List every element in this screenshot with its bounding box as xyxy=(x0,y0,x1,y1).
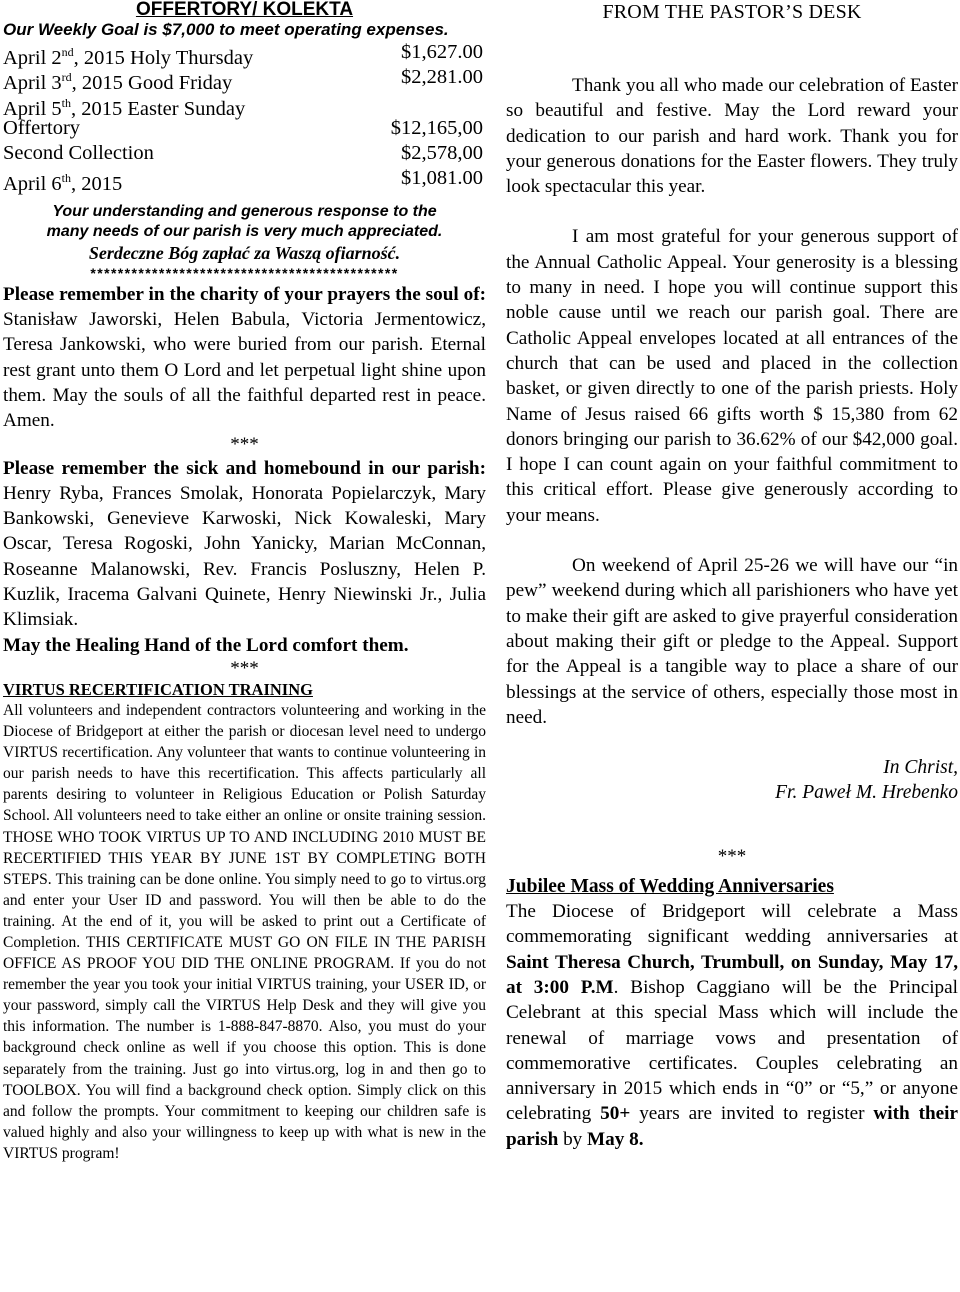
offertory-amount: $1,627.00 xyxy=(401,41,483,63)
offertory-row xyxy=(3,141,486,166)
offertory-amount: $12,165,00 xyxy=(390,116,483,139)
offertory-amount: $1,081.00 xyxy=(401,167,483,190)
left-column xyxy=(3,0,486,1164)
star-divider: ********************************************* xyxy=(90,264,399,281)
pastor-signature: Fr. Paweł M. Hrebenko xyxy=(775,782,958,804)
offertory-label: April 6th, 2015 xyxy=(3,171,123,196)
offertory-goal: Our Weekly Goal is $7,000 to meet operating expenses. xyxy=(3,20,449,39)
offertory-row xyxy=(3,116,486,141)
prayers-paragraph: Please remember in the charity of your prayers the soul of: Stanisław Jaworski, Helen Babula, Victoria Jermentowicz, Teresa Jankowski, who were buried from our parish. Eternal rest grant unto them O Lord and let perpetual light shine upon them. May the souls of all the faithful departed rest in peace. Amen. xyxy=(3,283,486,432)
offertory-label: Second Collection xyxy=(3,142,154,165)
offertory-thanks: Your understanding and generous response to the many needs of our parish is very much appreciated. xyxy=(46,202,443,240)
pastor-paragraph-in-pew: On weekend of April 25-26 we will have our “in pew” weekend during which all parishioners who have yet to make their gift are asked to give prayerful consideration about making their gift or pledge to the Appeal. Support for the Appeal is a tangible way to place a share of our blessings at the service of others, especially those most in need. xyxy=(506,555,958,728)
offertory-amount: $2,281.00 xyxy=(401,66,483,89)
pastor-heading: FROM THE PASTOR’S DESK xyxy=(602,1,862,23)
offertory-table xyxy=(3,40,486,196)
right-column xyxy=(506,0,958,1152)
jubilee-paragraph: The Diocese of Bridgeport will celebrate a Mass commemorating significant wedding anniversaries at Saint Theresa Church, Trumbull, on Sunday, May 17, at 3:00 P.M. Bishop Caggiano will be the Principal Celebrant at this special Mass which will include the renewal of marriage vows and presentation of commemorative certificates. Couples celebrating an anniversary in 2015 which ends in “0” or “5,” or anyone celebrating 50+ years are invited to register with their parish by May 8. xyxy=(506,901,959,1150)
offertory-row xyxy=(3,40,486,69)
sick-paragraph: Please remember the sick and homebound in our parish: Henry Ryba, Frances Smolak, Honorata Popielarczyk, Mary Bankowski, Genevieve Karwoski, Nick Kowaleski, Mary Oscar, Teresa Rogoski, John Yanicky, Marian McConnan, Roseanne Malanowski, Rev. Francis Posluszny, Helen P. Kuzlik, Iracema Galvani Quinete, Henry Niewinski Jr., Julia Klimsiak. May the Healing Hand of the Lord comfort them. xyxy=(3,457,486,656)
section-separator: *** xyxy=(230,657,259,679)
offertory-row xyxy=(3,65,486,95)
offertory-label: April 5th, 2015 Easter Sunday xyxy=(3,95,246,120)
offertory-label: April 2nd, 2015 Holy Thursday xyxy=(3,45,254,69)
jubilee-title: Jubilee Mass of Wedding Anniversaries xyxy=(506,875,834,897)
pastor-closing: In Christ, xyxy=(883,757,958,779)
offertory-label: April 3rd, 2015 Good Friday xyxy=(3,70,233,95)
offertory-row xyxy=(3,166,486,196)
section-separator: *** xyxy=(230,433,259,455)
pastor-paragraph-easter: Thank you all who made our celebration of Easter so beautiful and festive. May the Lord reward your dedication to our parish and hard work. Thank you for your generous donations for the Easter flowers. They truly look spectacular this year. xyxy=(506,75,958,198)
virtus-title: VIRTUS RECERTIFICATION TRAINING xyxy=(3,679,313,699)
virtus-body: All volunteers and independent contractors volunteering and working in the Diocese of Bridgeport at either the parish or diocesan level need to undergo VIRTUS recertification. Any volunteer that wants to continue volunteering in our parish needs to have this recertification. This affects particularly all parents desiring to volunteer in Religious Education or Polish Saturday School. All volunteers need to take either an online or onsite training session. THOSE WHO TOOK VIRTUS UP TO AND INCLUDING 2010 MUST BE RECERTIFIED THIS YEAR BY JUNE 1ST BY COMPLETING BOTH STEPS. This training can be done online. You simply need to go to virtus.org and enter your User ID and password. You will then be able to do the training. At the end of it, you will be asked to print out a Certificate of Completion. THIS CERTIFICATE MUST GO ON FILE IN THE PARISH OFFICE AS PROOF YOU DID THE ONLINE PROGRAM. If you do not remember the year you took your initial VIRTUS training, your USER ID, or your password, simply call the VIRTUS Help Desk and they will give you this information. The number is 1-888-847-8870. Also, you must do your background check online as well if you choose this option. This is done separately from the training. Just go into virtus.org, log in and then go to TOOLBOX. You will find a background check option. Simply click on this and follow the prompts. Your commitment to keeping our children safe is valued highly and also your willingness to keep up with what is new in the VIRTUS program! xyxy=(3,701,486,1162)
offertory-title: OFFERTORY/ KOLEKTA xyxy=(135,0,354,20)
offertory-amount: $2,578,00 xyxy=(401,142,483,165)
offertory-polish-thanks: Serdeczne Bóg zapłać za Waszą ofiarność. xyxy=(88,242,401,263)
offertory-label: Offertory xyxy=(3,116,81,139)
pastor-paragraph-appeal: I am most grateful for your generous support of the Annual Catholic Appeal. Your generosity is a blessing to many in need. I hope you will continue support this noble cause until we reach our parish goal. There are Catholic Appeal envelopes located at all entrances of the church that can be used and placed in the collection basket, or given directly to one of the parish priests. Holy Name of Jesus raised 66 gifts worth $ 15,380 from 62 donors bringing our parish to 36.62% of our $42,000 goal. I hope I can count again on your faithful commitment to this critical effort. Please give generously according to your means. xyxy=(506,226,958,526)
offertory-row xyxy=(3,91,486,120)
section-separator: *** xyxy=(717,845,747,867)
